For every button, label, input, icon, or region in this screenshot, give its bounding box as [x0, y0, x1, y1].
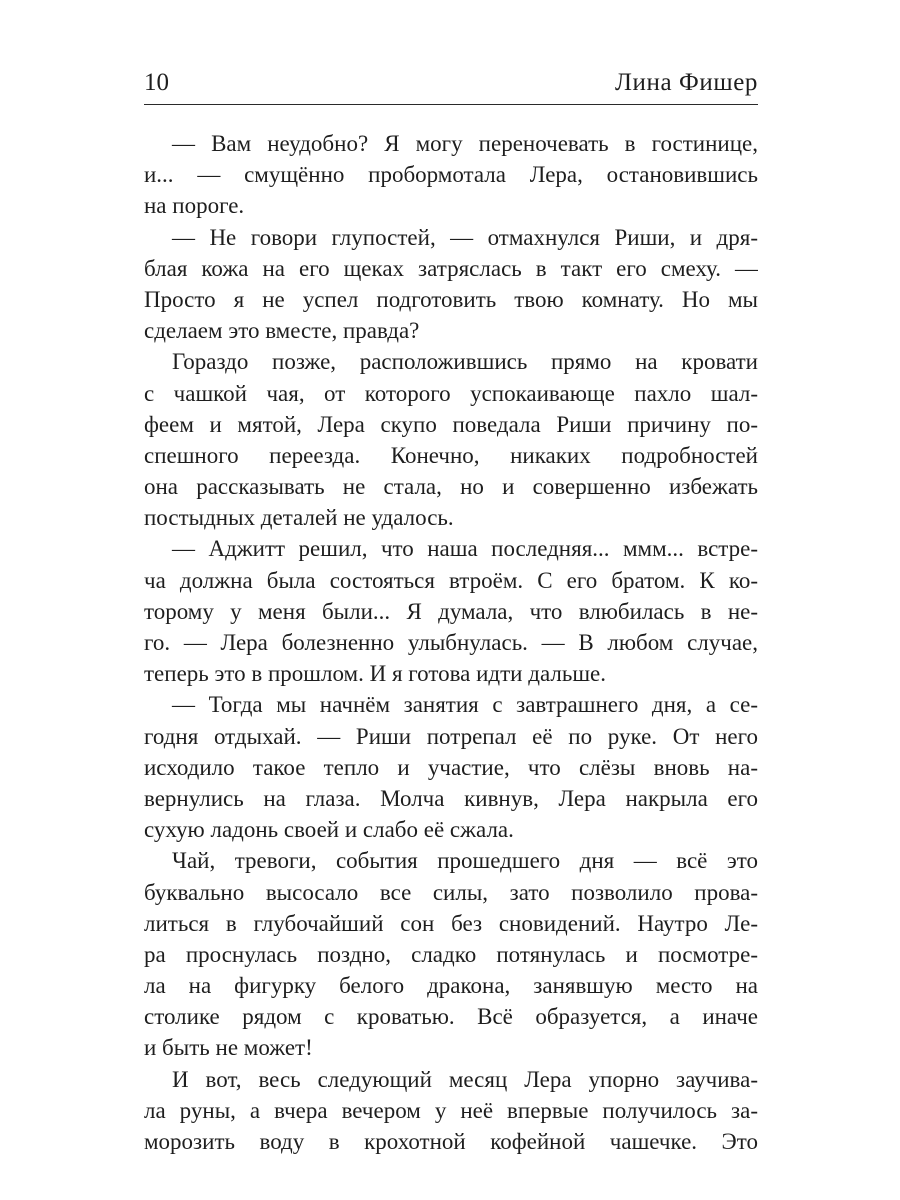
text-line: Просто я не успел подготовить твою комнату. Но мы [144, 286, 758, 312]
text-line: и быть не может! [144, 1035, 313, 1061]
running-title-author: Лина Фишер [614, 69, 758, 96]
text-line: морозить воду в крохотной кофейной чашечке. Это [144, 1129, 758, 1154]
text-line: сделаем это вместе, правда? [144, 318, 420, 344]
text-line: ла на фигурку белого дракона, занявшую место на [144, 973, 758, 999]
text-line: сухую ладонь своей и слабо её сжала. [144, 817, 514, 843]
text-line: спешного переезда. Конечно, никаких подробностей [144, 442, 758, 468]
text-line: — Тогда мы начнём занятия с завтрашнего дня, а се- [172, 692, 758, 718]
text-line: буквально высосало все силы, зато позволило прова- [144, 879, 758, 905]
text-line: блая кожа на его щеках затряслась в такт его смеху. — [144, 255, 758, 281]
text-line: — Аджитт решил, что наша последняя... ммм... встре- [172, 536, 758, 562]
text-line: и... — смущённо пробормотала Лера, остановившись [144, 162, 758, 188]
text-line: литься в глубочайший сон без сновидений. Наутро Ле- [144, 910, 758, 936]
text-line: теперь это в прошлом. И я готова идти дальше. [144, 661, 606, 687]
text-line: ла руны, а вчера вечером у неё впервые получилось за- [144, 1097, 758, 1123]
body-text [144, 128, 758, 1157]
paragraph [144, 845, 758, 1063]
text-line: И вот, весь следующий месяц Лера упорно заучива- [172, 1066, 758, 1092]
text-line: ча должна была состояться втроём. С его братом. К ко- [144, 567, 758, 593]
page-number: 10 [144, 69, 169, 96]
text-line: на пороге. [144, 193, 245, 219]
text-line: феем и мятой, Лера скупо поведала Риши причину по- [144, 411, 758, 437]
text-line: постыдных деталей не удалось. [144, 505, 454, 531]
book-page [144, 0, 758, 1200]
text-line: — Вам неудобно? Я могу переночевать в гостинице, [172, 131, 758, 156]
paragraph [144, 346, 758, 533]
paragraph [144, 1064, 758, 1158]
paragraph [144, 689, 758, 845]
text-line: вернулись на глаза. Молча кивнув, Лера накрыла его [144, 785, 758, 811]
paragraph [144, 533, 758, 689]
text-line: торому у меня были... Я думала, что влюбилась в не- [144, 598, 758, 624]
text-line: с чашкой чая, от которого успокаивающе пахло шал- [144, 380, 758, 406]
paragraph [144, 222, 758, 347]
text-line: она рассказывать не стала, но и совершенно избежать [144, 474, 758, 500]
text-line: годня отдыхай. — Риши потрепал её по руке. От него [144, 723, 758, 749]
text-line: исходило такое тепло и участие, что слёзы вновь на- [144, 754, 758, 780]
text-line: го. — Лера болезненно улыбнулась. — В любом случае, [144, 630, 758, 655]
text-line: Чай, тревоги, события прошедшего дня — всё это [172, 848, 758, 874]
paragraph [144, 128, 758, 222]
text-line: — Не говори глупостей, — отмахнулся Риши, и дря- [172, 224, 758, 250]
running-header [144, 64, 758, 105]
text-line: столике рядом с кроватью. Всё образуется, а иначе [144, 1004, 758, 1030]
text-line: Гораздо позже, расположившись прямо на кровати [172, 349, 758, 375]
text-line: ра проснулась поздно, сладко потянулась и посмотре- [144, 941, 758, 967]
